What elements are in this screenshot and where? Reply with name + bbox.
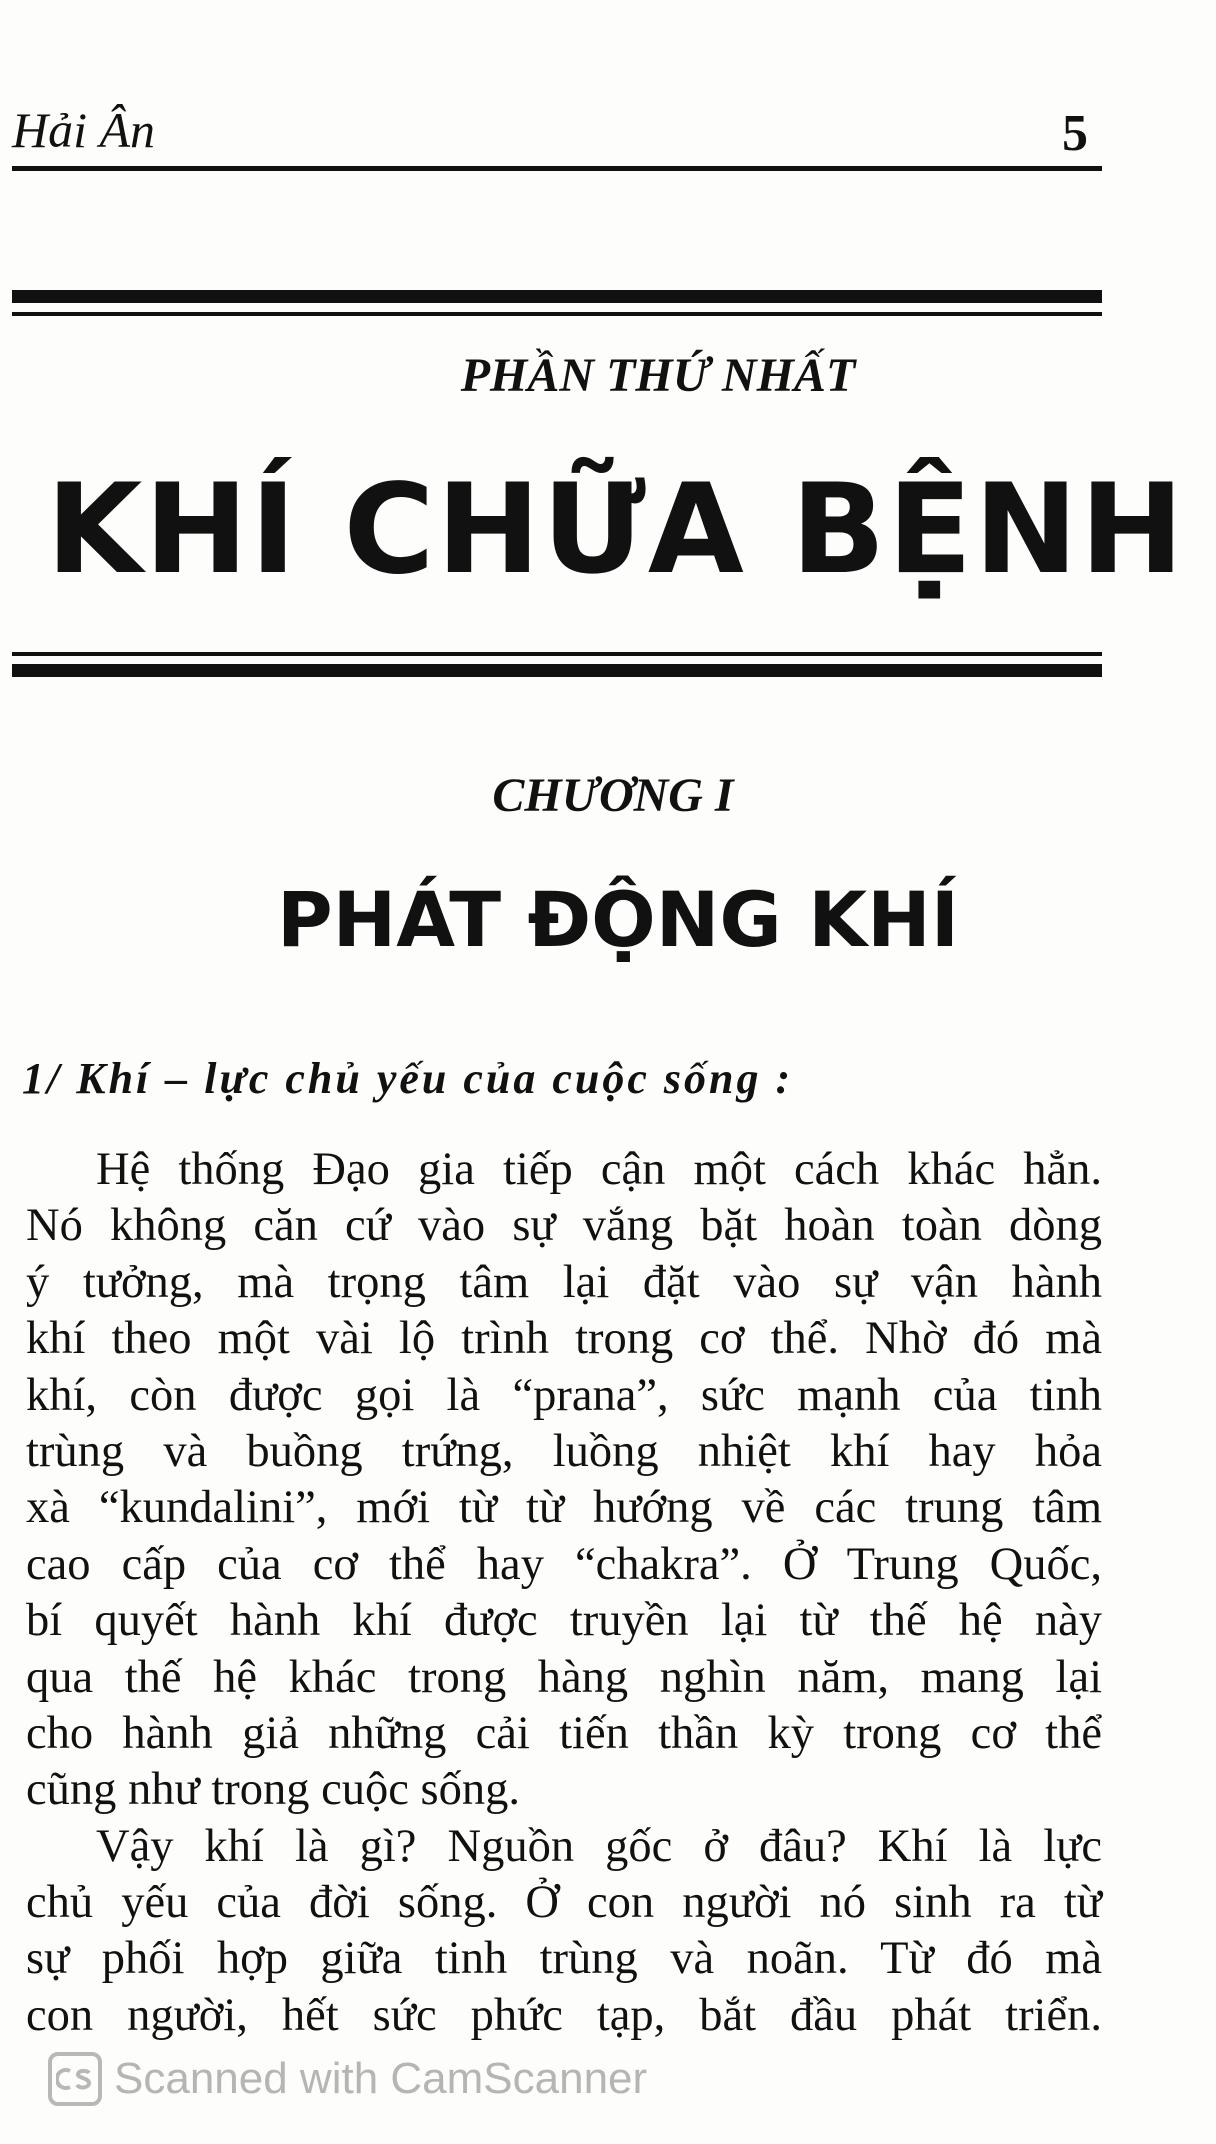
body-line: cao cấp của cơ thể hay “chakra”. Ở Trung Quốc, (26, 1538, 1102, 1590)
body-line: Hệ thống Đạo gia tiếp cận một cách khác hẳn. (96, 1144, 1102, 1195)
title-band-bottom-thick-rule (12, 664, 1102, 677)
section-heading: 1/ Khí – lực chủ yếu của cuộc sống : (22, 1054, 794, 1103)
body-line: cho hành giả những cải tiến thần kỳ trong cơ thể (26, 1707, 1102, 1759)
body-line: sự phối hợp giữa tinh trùng và noãn. Từ đó mà (26, 1933, 1102, 1985)
body-line: Nó không căn cứ vào sự vắng bặt hoàn toàn dòng (26, 1200, 1102, 1252)
title-band-top-thick-rule (12, 290, 1102, 303)
body-line: xà “kundalini”, mới từ từ hướng về các trung tâm (26, 1482, 1102, 1534)
body-line: khí, còn được gọi là “prana”, sức mạnh của tinh (26, 1369, 1102, 1421)
header-rule (12, 166, 1102, 171)
watermark-text: Scanned with CamScanner (114, 2054, 648, 2103)
camscanner-cs-glyph (56, 2065, 94, 2093)
body-line: qua thế hệ khác trong hàng nghìn năm, mang lại (26, 1651, 1102, 1703)
body-text (26, 1142, 1102, 2044)
body-line: chủ yếu của đời sống. Ở con người nó sinh ra từ (26, 1877, 1102, 1929)
running-head: Hải Ân (12, 102, 156, 158)
chapter-label: CHƯƠNG I (492, 769, 734, 822)
camscanner-watermark (48, 2052, 647, 2106)
body-line: ý tưởng, mà trọng tâm lại đặt vào sự vận hành (26, 1256, 1102, 1308)
page-number: 5 (1062, 105, 1088, 162)
camscanner-logo-icon (48, 2052, 102, 2106)
title-band-top-thin-rule (12, 312, 1102, 316)
body-line: trùng và buồng trứng, luồng nhiệt khí hay hỏa (26, 1425, 1102, 1477)
body-line: Vậy khí là gì? Nguồn gốc ở đâu? Khí là lực (96, 1820, 1102, 1872)
part-title: KHÍ CHỮA BỆNH (46, 458, 1186, 602)
body-line: con người, hết sức phức tạp, bắt đầu phát triển. (26, 1989, 1102, 2041)
part-label: PHẦN THỨ NHẤT (460, 349, 856, 402)
body-line: cũng như trong cuộc sống. (26, 1764, 520, 1816)
chapter-title: PHÁT ĐỘNG KHÍ (276, 875, 960, 964)
body-line: khí theo một vài lộ trình trong cơ thể. Nhờ đó mà (26, 1313, 1102, 1365)
body-line: bí quyết hành khí được truyền lại từ thế hệ này (26, 1595, 1102, 1647)
title-band-bottom-thin-rule (12, 652, 1102, 656)
